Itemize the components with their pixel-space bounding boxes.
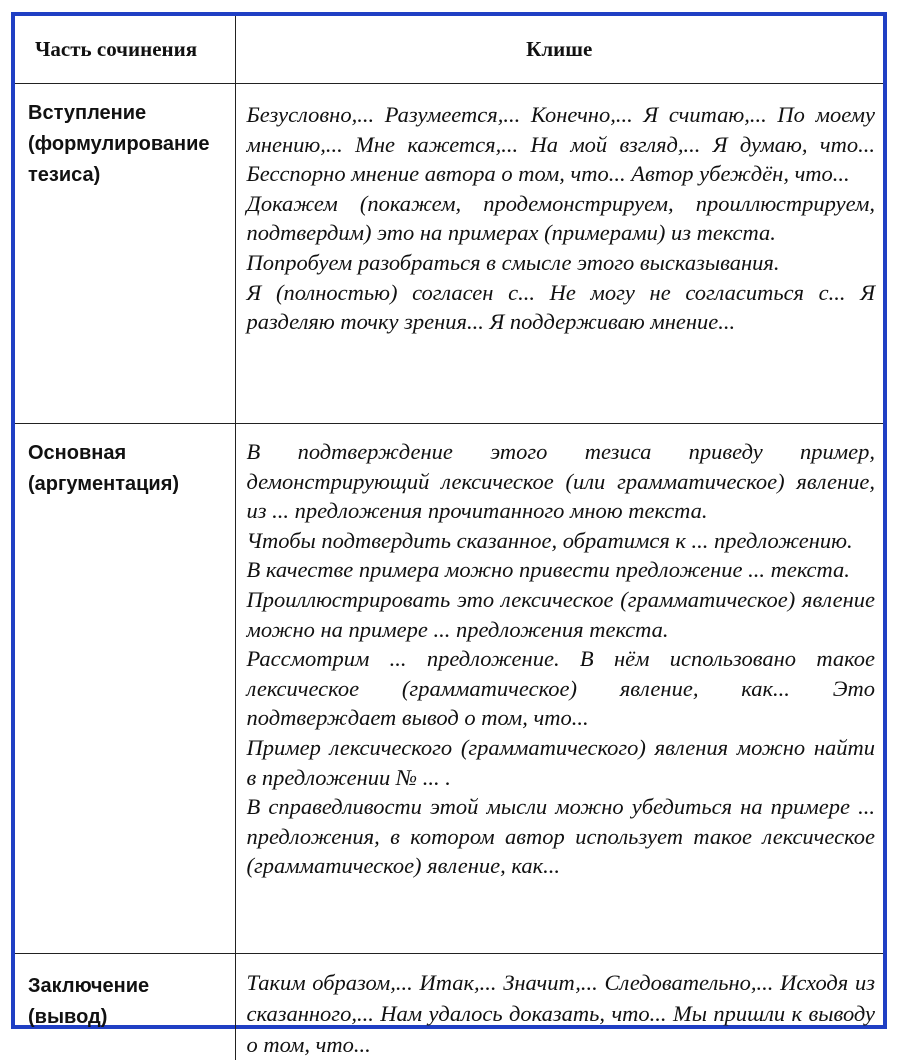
table-row-main: [15, 424, 883, 954]
cliche-paragraph: Пример лексического (грамматического) явления можно найти в предложении № ... .: [247, 733, 876, 792]
header-cliche: Клише: [235, 16, 883, 84]
part-name: Основная: [28, 438, 229, 469]
part-note: (формулирование: [28, 129, 229, 160]
cliche-paragraph: Я (полностью) согласен с... Не могу не согласиться с... Я разделяю точку зрения... Я поддерживаю мнение...: [247, 278, 876, 337]
part-cell: [15, 84, 235, 424]
cliche-paragraph: Рассмотрим ... предложение. В нём использовано такое лексическое (грамматическое) явление, как... Это подтверждает вывод о том, что...: [247, 644, 876, 733]
part-note: (аргументация): [28, 469, 229, 500]
header-part: Часть сочинения: [15, 16, 235, 84]
cliche-paragraph: Докажем (покажем, продемонстрируем, проиллюстрируем, подтвердим) это на примерах (примерами) из текста.: [247, 189, 876, 248]
cliche-paragraph: Таким образом,... Итак,... Значит,... Следовательно,... Исходя из сказанного,... Нам удалось доказать, что... Мы пришли к выводу о том, что...: [247, 967, 876, 1060]
part-cell: [15, 424, 235, 954]
part-cell: [15, 954, 235, 1060]
cliche-paragraph: Попробуем разобраться в смысле этого высказывания.: [247, 248, 876, 278]
cliche-cell: [235, 424, 883, 954]
cliche-paragraph: Чтобы подтвердить сказанное, обратимся к ... предложению.: [247, 526, 876, 556]
cliche-paragraph: В качестве примера можно привести предложение ... текста.: [247, 555, 876, 585]
part-note: тезиса): [28, 160, 229, 191]
table-frame: [11, 12, 887, 1029]
cliche-paragraph: В подтверждение этого тезиса приведу пример, демонстрирующий лексическое (или грамматическое) явление, из ... предложения прочитанного мною текста.: [247, 437, 876, 526]
part-name: Заключение: [28, 971, 229, 1002]
cliche-table: [15, 16, 883, 1060]
part-note: (вывод): [28, 1002, 229, 1033]
table-row-introduction: [15, 84, 883, 424]
cliche-cell: [235, 84, 883, 424]
cliche-cell: [235, 954, 883, 1060]
cliche-paragraph: В справедливости этой мысли можно убедиться на примере ... предложения, в котором автор использует такое лексическое (грамматическое) явление, как...: [247, 792, 876, 881]
cliche-paragraph: Безусловно,... Разумеется,... Конечно,... Я считаю,... По моему мнению,... Мне кажется,... На мой взгляд,... Я думаю, что... Бесспорно мнение автора о том, что... Автор убеждён, что...: [247, 100, 876, 189]
table-row-conclusion: [15, 954, 883, 1060]
part-name: Вступление: [28, 98, 229, 129]
cliche-paragraph: Проиллюстрировать это лексическое (грамматическое) явление можно на примере ... предложения текста.: [247, 585, 876, 644]
table-header-row: [15, 16, 883, 84]
